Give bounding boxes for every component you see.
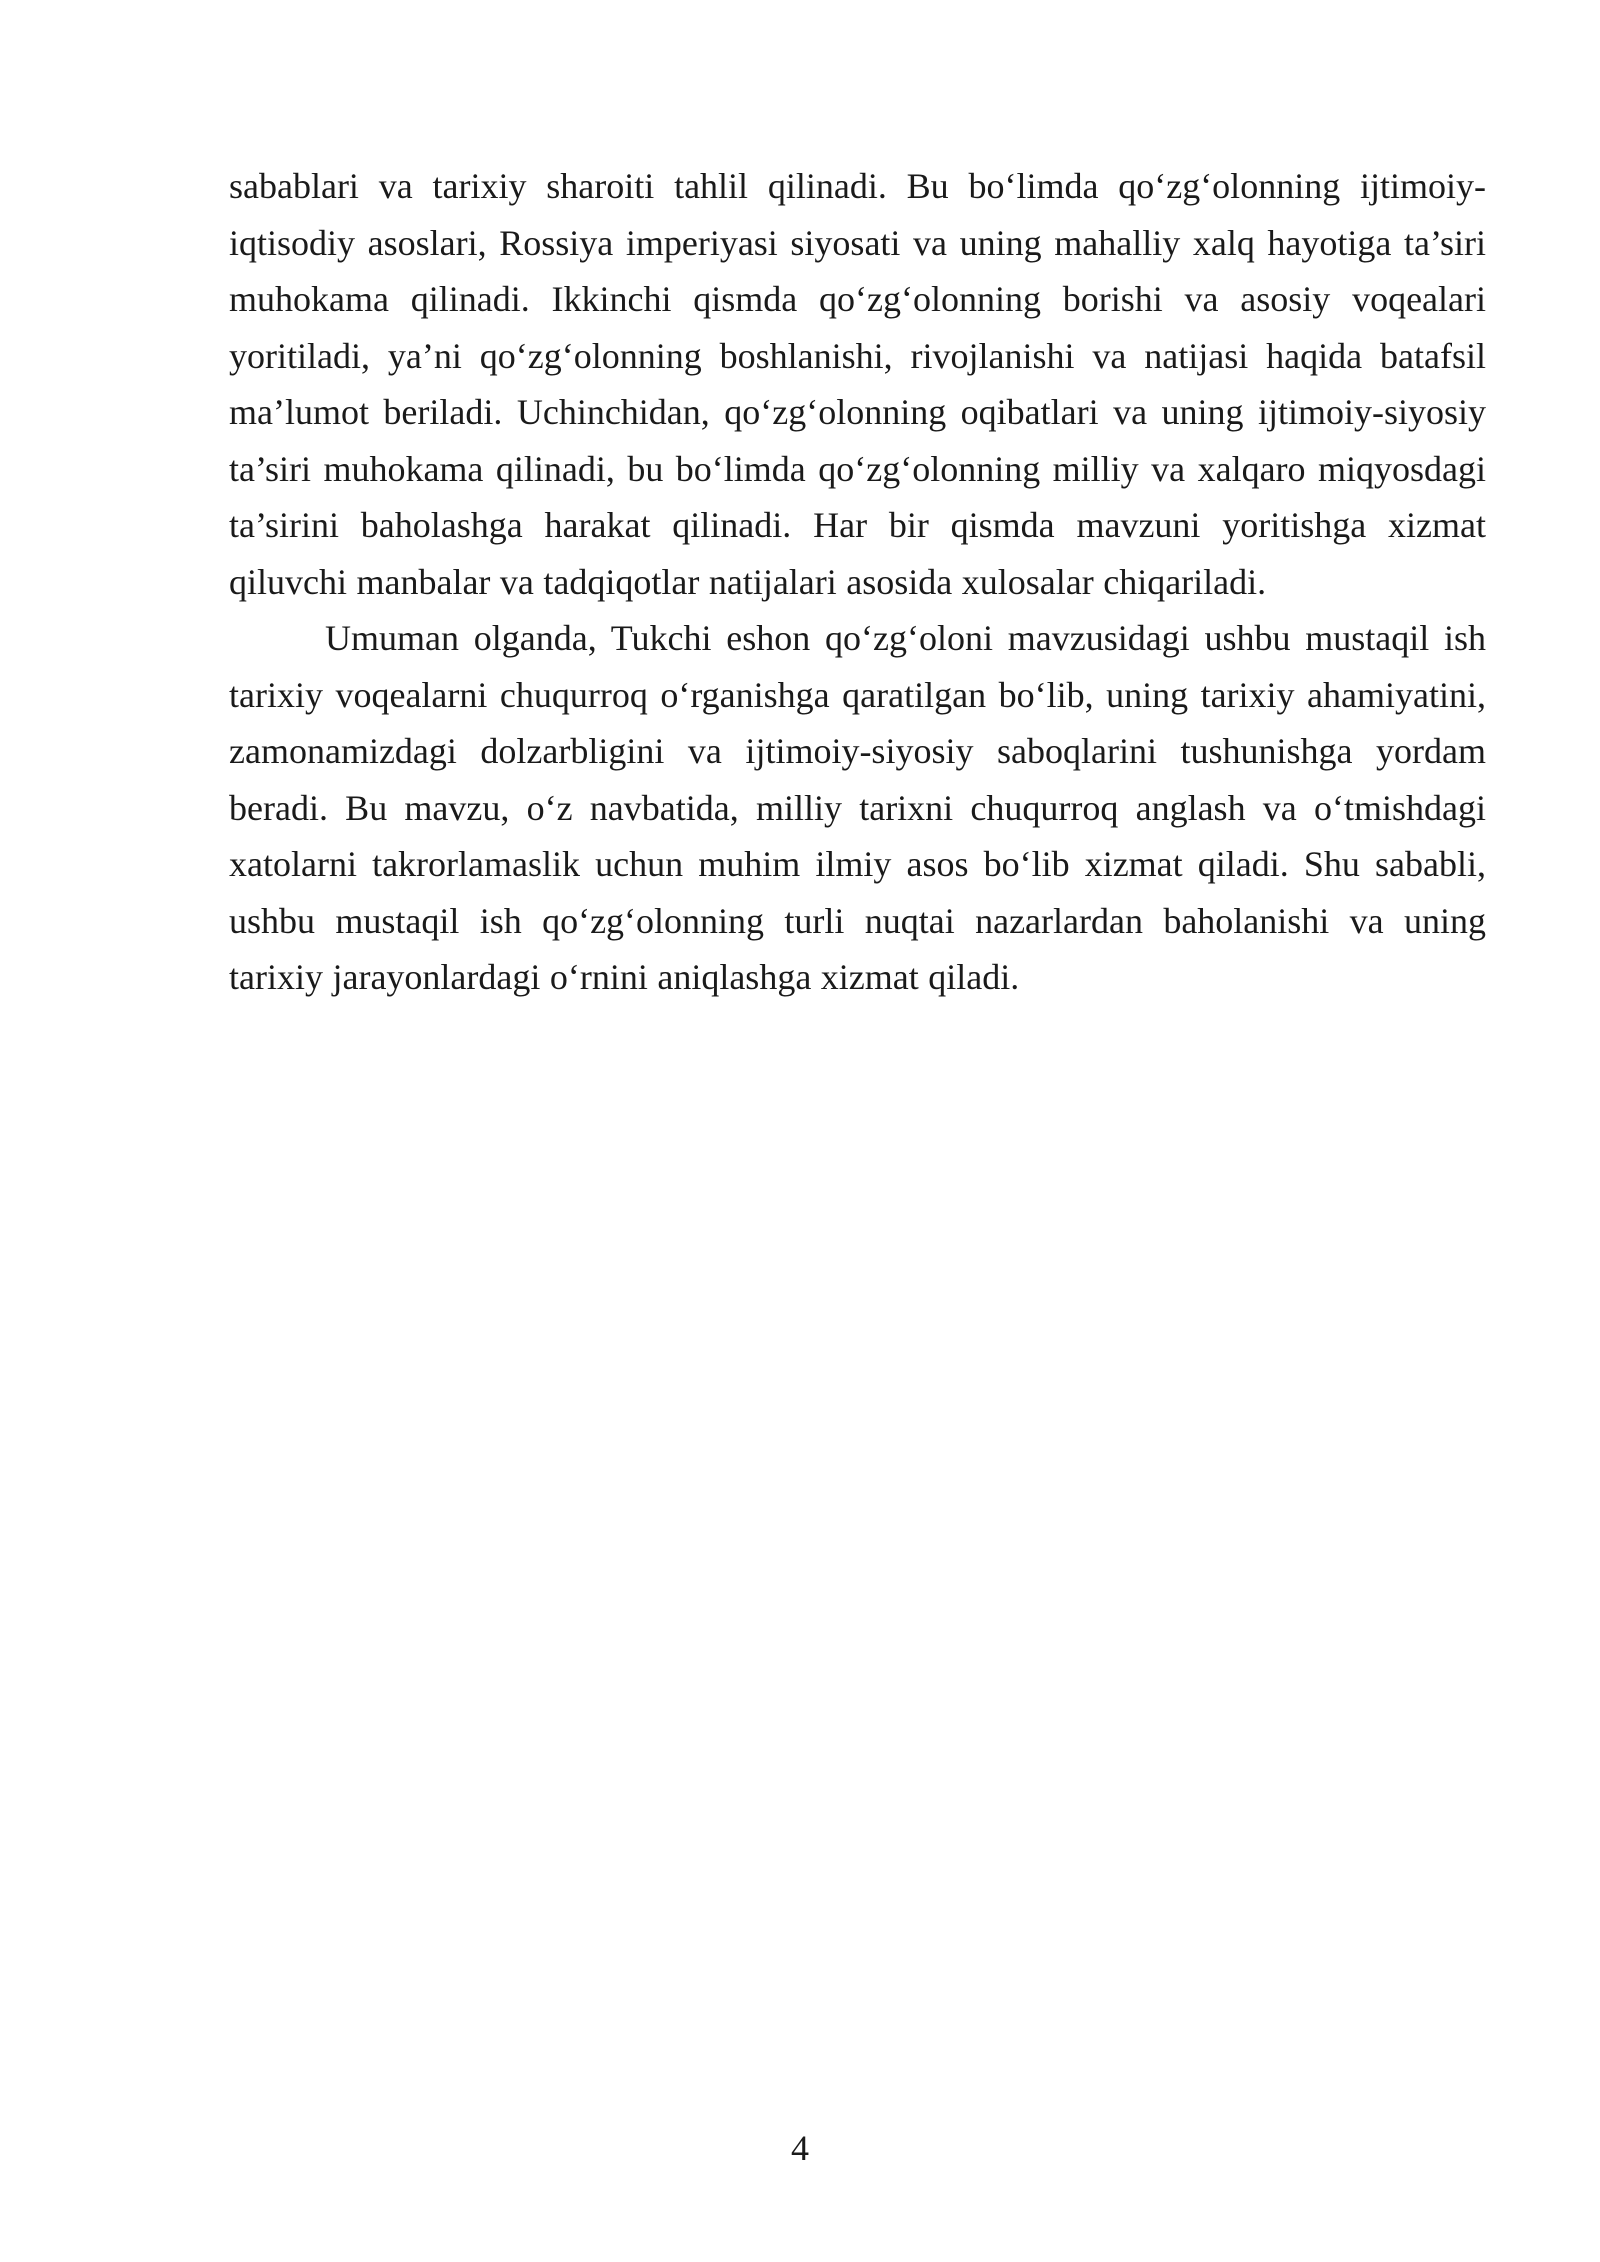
page-number: 4: [791, 2128, 809, 2168]
paragraph-continuation: sabablari va tarixiy sharoiti tahlil qilinadi. Bu bo‘limda qo‘zg‘olonning ijtimoiy-iqtisodiy asoslari, Rossiya imperiyasi siyosati va uning mahalliy xalq hayotiga ta’siri muhokama qilinadi. Ikkinchi qismda qo‘zg‘olonning borishi va asosiy voqealari yoritiladi, ya’ni qo‘zg‘olonning boshlanishi, rivojlanishi va natijasi haqida batafsil ma’lumot beriladi. Uchinchidan, qo‘zg‘olonning oqibatlari va uning ijtimoiy-siyosiy ta’siri muhokama qilinadi, bu bo‘limda qo‘zg‘olonning milliy va xalqaro miqyosdagi ta’sirini baholashga harakat qilinadi. Har bir qismda mavzuni yoritishga xizmat qiluvchi manbalar va tadqiqotlar natijalari asosida xulosalar chiqariladi.: [229, 166, 1486, 602]
paragraph-conclusion: Umuman olganda, Tukchi eshon qo‘zg‘oloni mavzusidagi ushbu mustaqil ish tarixiy voqealarni chuqurroq o‘rganishga qaratilgan bo‘lib, uning tarixiy ahamiyatini, zamonamizdagi dolzarbligini va ijtimoiy-siyosiy saboqlarini tushunishga yordam beradi. Bu mavzu, o‘z navbatida, milliy tarixni chuqurroq anglash va o‘tmishdagi xatolarni takrorlamaslik uchun muhim ilmiy asos bo‘lib xizmat qiladi. Shu sababli, ushbu mustaqil ish qo‘zg‘olonning turli nuqtai nazarlardan baholanishi va uning tarixiy jarayonlardagi o‘rnini aniqlashga xizmat qiladi.: [229, 618, 1486, 997]
body-text: [229, 158, 1486, 1006]
